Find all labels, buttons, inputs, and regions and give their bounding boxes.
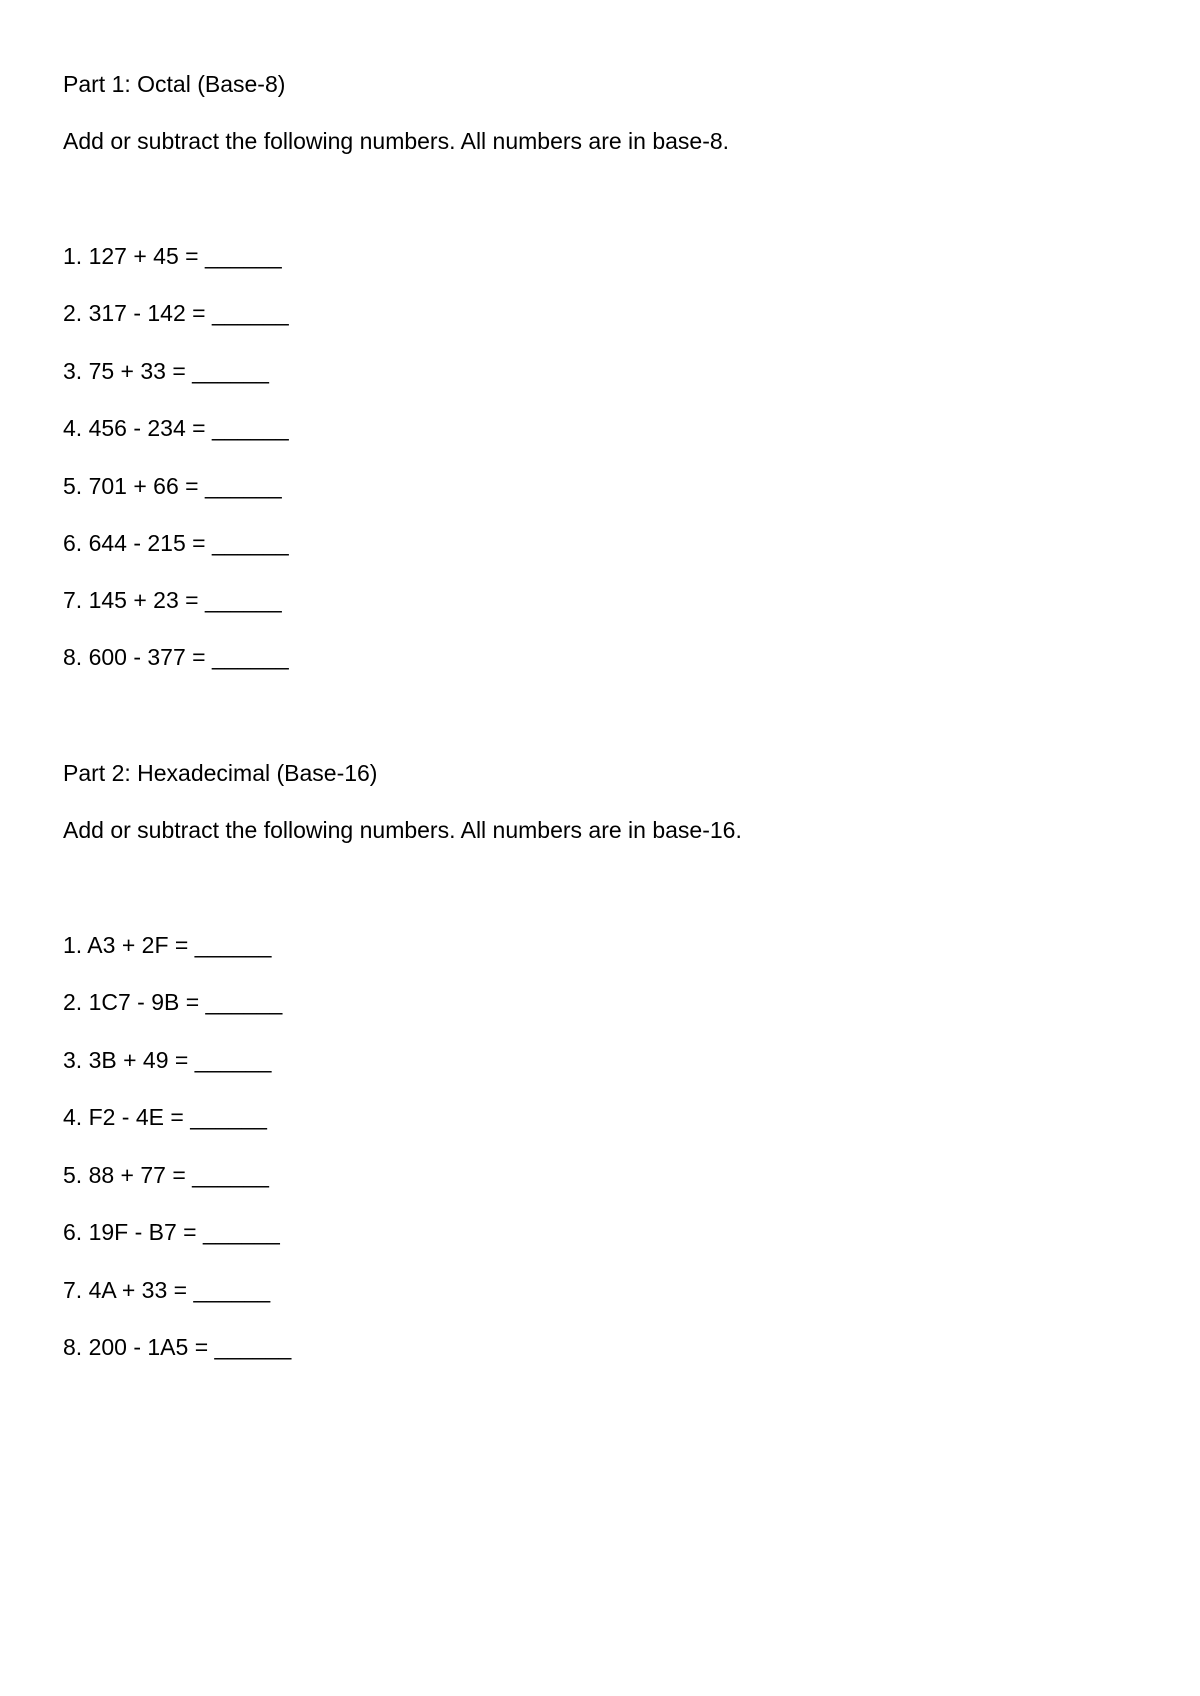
part1-instructions: Add or subtract the following numbers. All numbers are in base-8. [63, 128, 730, 154]
part2-problem-6: 6. 19F - B7 = ______ [63, 1219, 280, 1245]
part2-problem-2: 2. 1C7 - 9B = ______ [63, 989, 283, 1015]
part2-problem-7: 7. 4A + 33 = ______ [63, 1277, 271, 1303]
part1-problem-7: 7. 145 + 23 = ______ [63, 587, 282, 613]
part1-problem-6: 6. 644 - 215 = ______ [63, 530, 289, 556]
part1-problem-4: 4. 456 - 234 = ______ [63, 415, 289, 441]
part2-problem-5: 5. 88 + 77 = ______ [63, 1162, 269, 1188]
part2-problem-1: 1. A3 + 2F = ______ [63, 932, 272, 958]
part1-problem-3: 3. 75 + 33 = ______ [63, 358, 269, 384]
part2-instructions: Add or subtract the following numbers. All numbers are in base-16. [63, 817, 742, 843]
part1-problem-2: 2. 317 - 142 = ______ [63, 300, 289, 326]
part2-problem-8: 8. 200 - 1A5 = ______ [63, 1334, 292, 1360]
part2-problem-4: 4. F2 - 4E = ______ [63, 1104, 267, 1130]
part1-problem-1: 1. 127 + 45 = ______ [63, 243, 282, 269]
part2-heading: Part 2: Hexadecimal (Base-16) [63, 760, 378, 786]
part1-heading: Part 1: Octal (Base-8) [63, 71, 286, 97]
part1-problem-5: 5. 701 + 66 = ______ [63, 473, 282, 499]
part1-problem-8: 8. 600 - 377 = ______ [63, 644, 289, 670]
part2-problem-3: 3. 3B + 49 = ______ [63, 1047, 272, 1073]
